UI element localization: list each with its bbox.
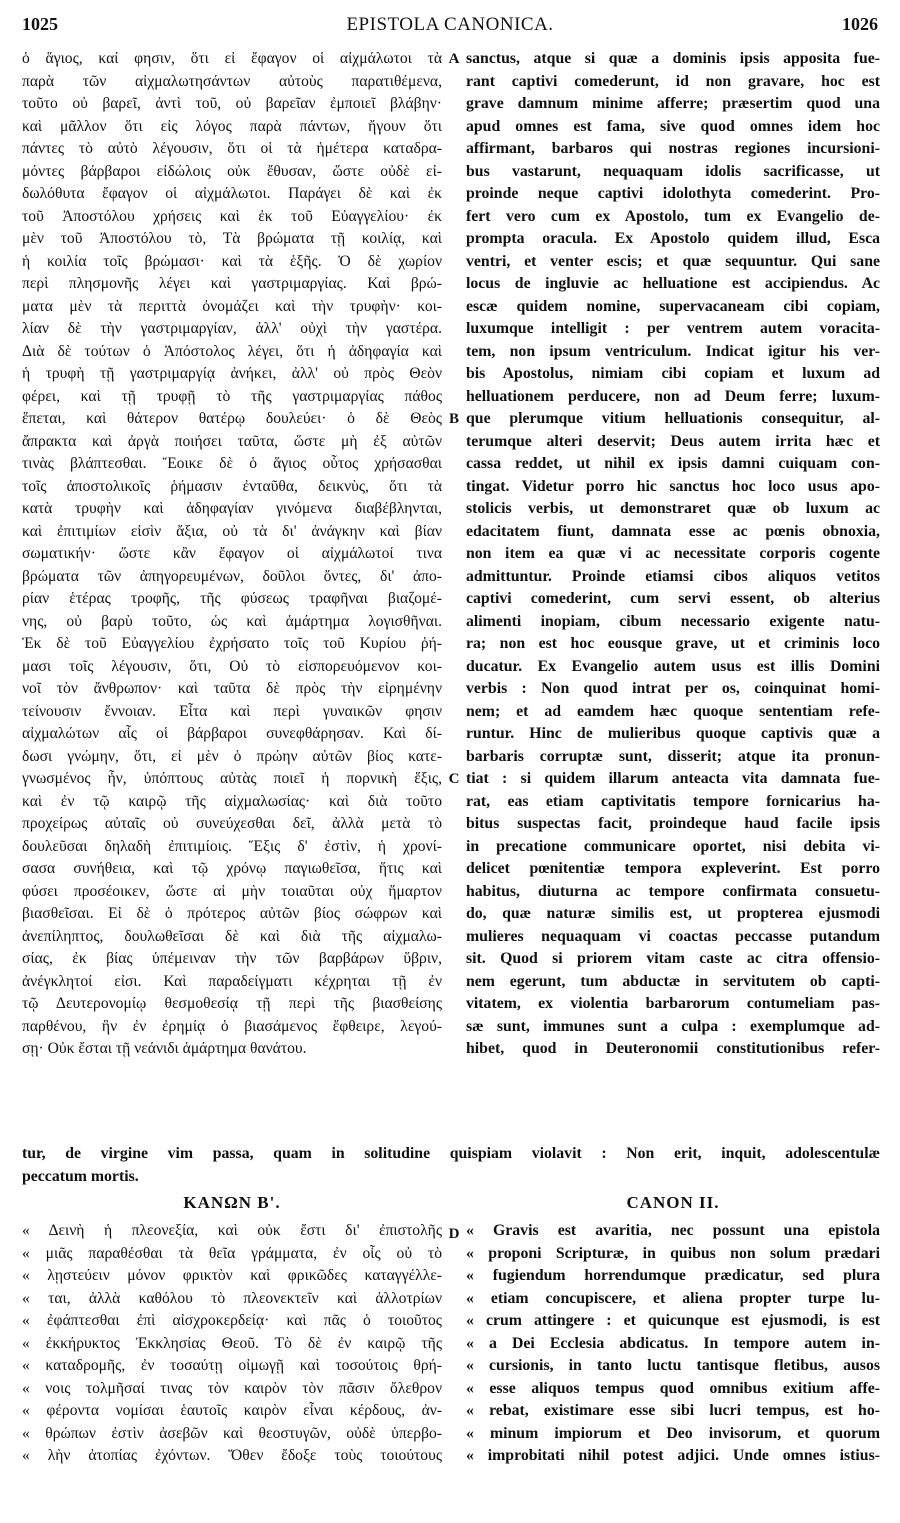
text-line: tingat. Videtur porro hic sanctus hoc loco usus apo- xyxy=(466,477,880,495)
text-line: ὁ ἅγιος, καί φησιν, ὅτι εἰ ἔφαγον οἱ αἰχμάλωτοι τὰ xyxy=(22,50,442,67)
text-line: ducatur. Ex Evangelio autem usus est illis Domini xyxy=(466,657,880,675)
text-line: ἀνέγκλητοί εἰσι. Καὶ παραδείγματι κέχρηται τῇ ἐν xyxy=(22,972,442,990)
text-line: σασα συνήθεια, καὶ τῷ χρόνῳ παγιωθεῖσα, ἥτις καὶ xyxy=(22,860,442,877)
text-line: καὶ ἐν τῷ καιρῷ τῆς αἰχμαλωσίας· καὶ διὰ τοῦτο xyxy=(22,792,442,810)
page-number-right: 1026 xyxy=(842,14,878,34)
text-line: δωσι γνώμην, ὅτι, εἰ μὲν ὁ πρώην αὐτῶν βίος κατε- xyxy=(22,747,442,765)
text-line: nem egerunt, tum abductæ in servitutem ob capti- xyxy=(466,972,880,990)
margin-letter-c: C xyxy=(448,771,460,787)
text-line: « λῃστεύειν μόνον φρικτὸν καὶ φρικῶδες καταγγέλλε- xyxy=(22,1267,442,1284)
text-line: πάντες τὸ αὐτὸ λέγουσιν, ὅτι οἱ τὰ ἡμέτερα καταδρα- xyxy=(22,140,442,157)
text-line: μασι τοῖς λέγουσιν, ὅτι, Οὐ τὸ εἰσπορευόμενον κοι- xyxy=(22,657,442,675)
latin-full-width-tail xyxy=(22,1143,880,1188)
text-line: locus de ingluvie ac helluatione est accipiendus. Ac xyxy=(466,275,880,292)
text-line: ἡ κοιλία τοῖς βρώμασι· καὶ τὰ ἑξῆς. Ὁ δὲ χωρίον xyxy=(22,252,442,270)
greek-column-top xyxy=(22,48,442,1061)
text-line: τινὰς βλάπτεσθαι. Ἔοικε δὲ ὁ ἅγιος οὗτος χρήσασθαι xyxy=(22,455,442,472)
text-line: προχείρως αὐταῖς οὐ συνεύχεσθαι δεῖ, ἀλλὰ μετὰ τὸ xyxy=(22,815,442,832)
text-line: rat, eas etiam captivitatis tempore fornicarius ha- xyxy=(466,792,880,810)
text-line: « φέροντα νομίσαι ἑαυτοῖς καιρὸν εἶναι κέρδους, ἀν- xyxy=(22,1402,442,1419)
text-line: τοῦ Ἀποστόλου χρήσεις καὶ ἐκ τοῦ Εὐαγγελίου· ἐκ xyxy=(22,207,442,225)
text-line: hibet, quod in Deuteronomii constitutionibus refer- xyxy=(466,1040,880,1057)
text-line: « proponi Scripturæ, in quibus non solum prædari xyxy=(466,1244,880,1262)
text-line: « etiam concupiscere, et aliena propter turpe lu- xyxy=(466,1289,880,1307)
text-line: « ἐφάπτεσθαι ἐπὶ αἰσχροκερδείᾳ· καὶ πᾶς ὁ τοιοῦτος xyxy=(22,1312,442,1329)
text-line: καὶ μᾶλλον ὅτι εἰς λόγος παρὰ πάντων, ἤγουν ὅτι xyxy=(22,117,442,135)
text-line: luxumque intelligit : per ventrem autem voracita- xyxy=(466,320,880,337)
text-line: « θρώπων ἐστὶν ἀσεβῶν καὶ θεοστυγῶν, οὐδὲ ὑπερβο- xyxy=(22,1424,442,1442)
text-line: ἀνεπίληπτος, δουλωθεῖσαι δὲ καὶ διὰ τῆς αἰχμαλω- xyxy=(22,927,442,945)
text-line: « μιᾶς παραθέσθαι τὰ θεῖα γράμματα, ἐν οἷς οὐ τὸ xyxy=(22,1244,442,1262)
text-line: νοῖ τὸν ἄνθρωπον· καὶ ταῦτα δὲ πρὸς τὴν εἰρημένην xyxy=(22,680,442,697)
text-line: « crum attingere : et quicunque est ejusmodi, is est xyxy=(466,1312,880,1329)
text-line: Ἐκ δὲ τοῦ Εὐαγγελίου ἐχρήσατο τοῖς τοῦ Κυρίου ῥή- xyxy=(22,635,442,652)
text-line: tur, de virgine vim passa, quam in solitudine quispiam violavit : Non erit, inquit, adolescentulæ xyxy=(22,1145,880,1162)
text-line: « esse aliquos tempus quod omnibus exitium affe- xyxy=(466,1379,880,1397)
text-line: stolicis verbis, ut demonstraret quæ ob luxum ac xyxy=(466,500,880,517)
text-line: vitatem, ex violentia barbarorum contumeliam pas- xyxy=(466,995,880,1012)
text-line: « ἐκκήρυκτος Ἐκκλησίας Θεοῦ. Τὸ δὲ ἐν καιρῷ τῆς xyxy=(22,1334,442,1352)
text-line: cassa reddet, ut nihil ex ipsis damni cuiquam con- xyxy=(466,455,880,472)
text-line: verbis : Non quod intrat per os, coinquinat homi- xyxy=(466,680,880,697)
text-line: proinde neque captivi idolothyta comederint. Pro- xyxy=(466,185,880,202)
text-line: ἡ τρυφὴ τῇ γαστριμαργίᾳ ἀνήκει, ἀλλ' οὐ πρὸς Θεὸν xyxy=(22,365,442,382)
text-line: φέρει, καὶ τῇ τρυφῇ τὸ τῆς γαστριμαργίας πάθος xyxy=(22,387,442,405)
text-line: αἰχμαλώτων αἷς οἱ βάρβαροι συνεφθάρησαν. Καὶ δί- xyxy=(22,725,442,742)
text-line: νης, οὐ βαρὺ τοῦτο, ὡς καὶ ἁμάρτημα λογισθῆναι. xyxy=(22,612,442,630)
text-line: tiat : si quidem illarum anteacta vita damnata fue- xyxy=(466,770,880,787)
text-line: do, quæ naturæ similis est, ut propterea ejusmodi xyxy=(466,905,880,922)
text-line: bus vastarunt, nequaquam idolis sacrificasse, ut xyxy=(466,162,880,180)
text-line: « cursionis, in tanto luctu tantisque fletibus, ausos xyxy=(466,1357,880,1374)
text-line: prompta oracula. Ex Apostolo quidem illud, Esca xyxy=(466,230,880,247)
text-line: captivi comederint, cum servi essent, ob alterius xyxy=(466,590,880,607)
text-line: Διὰ δὲ τούτων ὁ Ἀπόστολος λέγει, ὅτι ἡ ἀδηφαγία καὶ xyxy=(22,342,442,360)
margin-letter-d: D xyxy=(448,1226,460,1242)
text-line: ventri, et venter escis; et quæ sequuntur. Qui sane xyxy=(466,252,880,270)
text-line: « improbitati nihil potest adjici. Unde omnes istius- xyxy=(466,1447,880,1464)
margin-letter-a: A xyxy=(448,51,460,67)
text-line: ra; non est hoc eousque grave, ut et criminis loco xyxy=(466,635,880,652)
text-line: terumque alteri deservit; Deus autem irrita hæc et xyxy=(466,432,880,450)
text-line: sit. Quod si priorem vitam caste ac citra offensio- xyxy=(466,950,880,967)
running-title: EPISTOLA CANONICA. xyxy=(346,14,554,35)
text-line: τῷ Δευτερονομίῳ θεσμοθεσίᾳ τῇ περὶ τῆς βιασθείσης xyxy=(22,995,442,1012)
canon-greek-heading: ΚΑΝΩΝ Β'. xyxy=(183,1193,281,1212)
canon-latin-heading: CANON II. xyxy=(626,1193,720,1212)
text-line: affirmant, barbaros qui nostras regiones incursioni- xyxy=(466,140,880,157)
text-line: μόντες βάρβαροι εἰδώλοις οὐκ ἔθυσαν, ὥστε οὐδὲ εἰ- xyxy=(22,162,442,180)
text-line: « a Dei Ecclesia abdicatus. In tempore autem in- xyxy=(466,1334,880,1352)
text-line: « λὴν ἀτοπίας ἐχόντων. Ὅθεν ἔδοξε τοὺς τοιούτους xyxy=(22,1447,442,1464)
text-line: non item ea quæ vi ac necessitate corporis cogente xyxy=(466,545,880,562)
text-line: ματα μὲν τὰ περιττὰ ὀνομάζει καὶ τὴν τρυφὴν· κοι- xyxy=(22,297,442,315)
text-line: τείνουσιν ἔννοιαν. Εἶτα καὶ περὶ γυναικῶν φησιν xyxy=(22,702,442,720)
text-line: que plerumque vitium helluationis consequitur, al- xyxy=(466,410,880,427)
page-header xyxy=(22,14,878,42)
text-line: ἕπεται, καὶ θάτερον θατέρῳ δουλεύει· ὁ δὲ Θεὸς xyxy=(22,410,442,427)
text-line: φύσει προσέοικεν, ὥστε αἱ μὴν τοιαῦται οὐχ ἥμαρτον xyxy=(22,882,442,900)
text-line: δωλόθυτα ἔφαγον οἱ αἰχμάλωτοι. Παράγει δὲ καὶ ἐκ xyxy=(22,185,442,202)
text-line: delicet pœnitentiæ tempora expleverint. Est porro xyxy=(466,860,880,877)
text-line: σωματικήν· ὥστε κἂν ἔφαγον οἱ αἰχμάλωτοί τινα xyxy=(22,545,442,562)
text-line: habitus, diuturna ac tempore confirmata consuetu- xyxy=(466,882,880,900)
margin-letter-b: B xyxy=(448,411,459,427)
text-line: δουλεῦσαι δηλαδὴ ἐπιτιμίοις. Ἕξις δ' ἐστὶν, ἡ χρονί- xyxy=(22,837,442,855)
text-line: runtur. Hinc de mulieribus quoque captivis quæ a xyxy=(466,725,880,742)
text-line: τοῖς ἀποστολικοῖς ῥήμασιν ἐνταῦθα, δεικνὺς, ὅτι τὰ xyxy=(22,477,442,495)
text-line: μὲν τοῦ Ἀποστόλου τὸ, Τὰ βρώματα τῇ κοιλίᾳ, καὶ xyxy=(22,230,442,247)
text-line: περὶ πλησμονῆς λέγει καὶ γαστριμαργίας. Καὶ βρώ- xyxy=(22,275,442,292)
text-line: apud omnes est fama, sive quod omnes idem hoc xyxy=(466,117,880,135)
latin-canon-text xyxy=(466,1220,880,1468)
text-line: τοῦτο οὐ βαρεῖ, ἀντὶ τοῦ, οὐ βαρεῖαν ἐμποιεῖ βλάβην· xyxy=(22,95,442,112)
text-line: admittuntur. Proinde etiamsi cibos aliquos vetitos xyxy=(466,567,880,585)
text-line: κατὰ τρυφὴν καὶ ἀδηφαγίαν γινόμενα διαβέβληνται, xyxy=(22,500,442,517)
text-line: « νοις τολμῆσαί τινας τὸν καιρὸν τὸν πᾶσιν ὄλεθρον xyxy=(22,1379,442,1397)
latin-column-top xyxy=(466,48,880,1061)
text-line: « καταδρομῆς, ἐν τοσαύτῃ οἰμωγῇ καὶ τοσούτοις θρή- xyxy=(22,1357,442,1374)
text-line: nem; et ad eamdem hæc quoque sententiam refe- xyxy=(466,702,880,720)
text-line: bis Apostolus, nimiam cibi copiam et luxum ad xyxy=(466,365,880,382)
text-line: mulieres nequaquam vi coactas peccasse putandum xyxy=(466,927,880,945)
text-line: tem, non ipsum ventriculum. Indicat igitur his ver- xyxy=(466,342,880,360)
text-line: fert vero cum ex Apostolo, tum ex Evangelio de- xyxy=(466,207,880,225)
text-line: σῃ· Οὐκ ἔσται τῇ νεάνιδι ἁμάρτημα θανάτου. xyxy=(22,1040,307,1057)
text-line: βιασθεῖσαι. Εἰ δὲ ὁ πρότερος αὐτῶν βίος σώφρων καὶ xyxy=(22,905,442,922)
text-line: sanctus, atque si quæ a dominis ipsis apposita fue- xyxy=(466,50,880,67)
text-line: ἄπρακτα καὶ ἀργὰ ποιήσει ταῦτα, ὥστε μὴ ἐξ αὐτῶν xyxy=(22,432,442,450)
text-line: ρίαν ἑτέρας τροφῆς, τῆς φύσεως τραφῆναι βιαζομέ- xyxy=(22,590,442,607)
text-line: « Δεινὴ ἡ πλεονεξία, καὶ οὐκ ἔστι δι' ἐπιστολῆς xyxy=(22,1222,442,1239)
text-line: καὶ ἐπιτιμίων εἰσὶν ἄξια, οὐ τὰ δι' ἀνάγκην καὶ βίαν xyxy=(22,522,442,540)
text-line: sæ sunt, immunes sunt a culpa : exemplumque ad- xyxy=(466,1017,880,1035)
text-line: helluationem perducere, non ad Deum ferre; luxum- xyxy=(466,387,880,405)
text-line: « minum impiorum et Deo invisorum, et quorum xyxy=(466,1424,880,1442)
page-number-left: 1025 xyxy=(22,14,58,34)
text-line: barbaris corruptæ sunt, disserit; atque ita pronun- xyxy=(466,747,880,765)
text-line: escæ quidem nomine, supervacaneam cibi copiam, xyxy=(466,297,880,315)
text-line: in precatione communicare oportet, nisi debita vi- xyxy=(466,837,880,855)
text-line: παρὰ τῶν αἰχμαλωτησάντων αὐτοὺς παρατιθέμενα, xyxy=(22,72,442,90)
text-line: grave damnum minime afferre; præsertim quod una xyxy=(466,95,880,112)
greek-canon-text xyxy=(22,1220,442,1468)
text-line: peccatum mortis. xyxy=(22,1167,139,1185)
text-line: alimenti inopiam, cibum necessario exigente natu- xyxy=(466,612,880,630)
text-line: σίας, ἐκ βίας ὑπέμειναν τὴν τῶν βαρβάρων ὕβριν, xyxy=(22,950,442,967)
text-line: λίαν δὲ τὴν γαστριμαργίαν, ἀλλ' οὐχὶ τὴν γαστέρα. xyxy=(22,320,442,337)
text-line: βρώματα τῶν ἀπηγορευμένων, δοῦλοι ὄντες, δι' ἀπο- xyxy=(22,567,442,585)
text-line: « rebat, existimare esse sibi lucri tempus, est ho- xyxy=(466,1402,880,1419)
text-line: edacitatem fiunt, damnata esse ac pœnis obnoxia, xyxy=(466,522,880,540)
text-line: « fugiendum horrendumque prædicatur, sed plura xyxy=(466,1267,880,1284)
text-line: bitus suspectas facit, proindeque haud facile ipsis xyxy=(466,815,880,832)
text-line: γνωσμένος ἦν, ὑπόπτους αὐτὰς ποιεῖ ἡ πορνικὴ ἕξις, xyxy=(22,770,442,787)
text-line: « ται, ἀλλὰ καθόλου τὸ πλεονεκτεῖν καὶ ἀλλοτρίων xyxy=(22,1289,442,1307)
text-line: « Gravis est avaritia, nec possunt una epistola xyxy=(466,1222,880,1239)
text-line: παρθένου, ἣν ἐν ἐρημίᾳ ὁ βιασάμενος ἔφθειρε, λεγού- xyxy=(22,1017,442,1035)
text-line: rant captivi comederunt, id non gravare, hoc est xyxy=(466,72,880,90)
